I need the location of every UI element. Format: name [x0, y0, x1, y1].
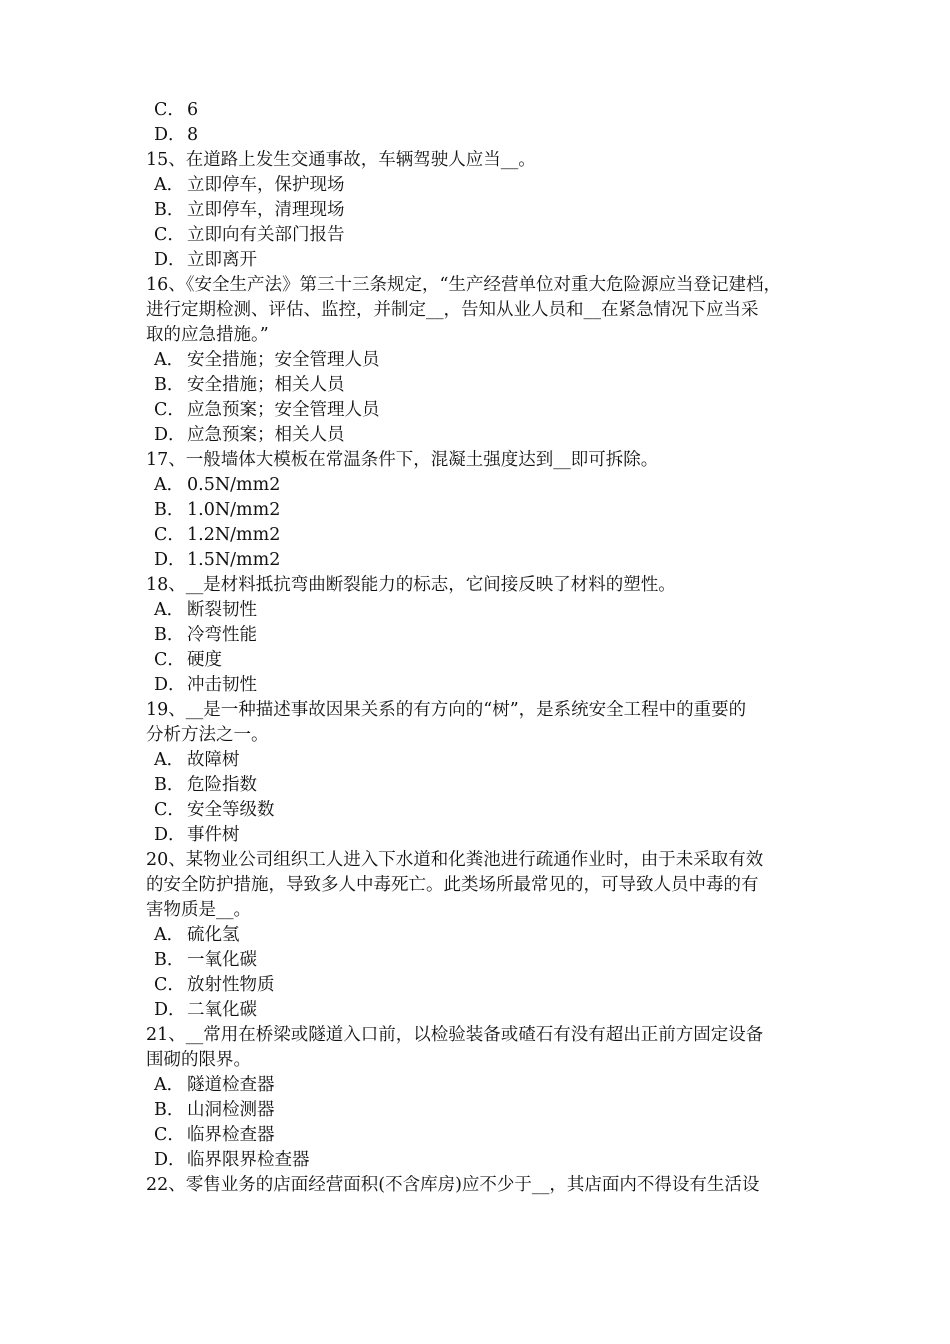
option-letter: C． [154, 650, 185, 670]
question-text: 围砌的限界。 [146, 1050, 251, 1070]
option-text: 一氧化碳 [187, 950, 257, 970]
option-text: 应急预案；相关人员 [187, 425, 345, 445]
option-text: 安全措施；相关人员 [187, 375, 345, 395]
option-text: 安全措施；安全管理人员 [187, 350, 380, 370]
option-text: 立即向有关部门报告 [187, 225, 345, 245]
option-letter: A． [154, 475, 185, 495]
option-text: 故障树 [187, 750, 240, 770]
option-text: 放射性物质 [187, 975, 275, 995]
answer-option [146, 198, 816, 223]
option-text: 山洞检测器 [187, 1100, 275, 1120]
option-letter: D． [154, 1150, 186, 1170]
option-text: 硬度 [187, 650, 222, 670]
option-text: 隧道检查器 [187, 1075, 275, 1095]
option-letter: A． [154, 175, 185, 195]
answer-option [146, 1098, 816, 1123]
option-text: 应急预案；安全管理人员 [187, 400, 380, 420]
answer-option [146, 823, 816, 848]
option-letter: D． [154, 675, 186, 695]
option-text: 安全等级数 [187, 800, 275, 820]
answer-option [146, 623, 816, 648]
option-text: 二氧化碳 [187, 1000, 257, 1020]
question-text: 16、《安全生产法》第三十三条规定，“生产经营单位对重大危险源应当登记建档， [146, 275, 781, 295]
question-text: 害物质是__。 [146, 900, 251, 920]
question-text: 分析方法之一。 [146, 725, 269, 745]
option-letter: A． [154, 600, 185, 620]
answer-option [146, 748, 816, 773]
option-text: 1.2N/mm2 [187, 525, 281, 545]
answer-option [146, 1148, 816, 1173]
question-text: 21、__常用在桥梁或隧道入口前，以检验装备或碴石有没有超出正前方固定设备 [146, 1025, 764, 1045]
answer-option [146, 98, 816, 123]
question-text: 19、__是一种描述事故因果关系的有方向的“树”，是系统安全工程中的重要的 [146, 700, 747, 720]
question-text: 20、某物业公司组织工人进入下水道和化粪池进行疏通作业时，由于未采取有效 [146, 850, 764, 870]
answer-option [146, 548, 816, 573]
answer-option [146, 223, 816, 248]
question-text: 15、在道路上发生交通事故，车辆驾驶人应当__。 [146, 150, 536, 170]
option-letter: C． [154, 800, 185, 820]
answer-option [146, 1123, 816, 1148]
answer-option [146, 673, 816, 698]
option-text: 1.5N/mm2 [187, 550, 281, 570]
option-letter: A． [154, 1075, 185, 1095]
option-text: 立即离开 [187, 250, 257, 270]
option-letter: C． [154, 975, 185, 995]
question-text: 22、零售业务的店面经营面积(不含库房)应不少于__，其店面内不得设有生活设 [146, 1175, 760, 1195]
option-text: 危险指数 [187, 775, 257, 795]
answer-option [146, 173, 816, 198]
option-letter: C． [154, 525, 185, 545]
option-letter: C． [154, 400, 185, 420]
question-text: 取的应急措施。” [146, 325, 269, 345]
option-text: 立即停车，保护现场 [187, 175, 345, 195]
option-text: 冲击韧性 [187, 675, 257, 695]
option-text: 立即停车，清理现场 [187, 200, 345, 220]
question-text: 的安全防护措施，导致多人中毒死亡。此类场所最常见的，可导致人员中毒的有 [146, 875, 759, 895]
option-letter: B． [154, 375, 185, 395]
option-letter: D． [154, 1000, 186, 1020]
answer-option [146, 123, 816, 148]
option-letter: D． [154, 425, 186, 445]
answer-option [146, 648, 816, 673]
option-letter: D． [154, 250, 186, 270]
option-letter: B． [154, 775, 185, 795]
option-letter: D． [154, 125, 186, 145]
answer-option [146, 473, 816, 498]
answer-option [146, 798, 816, 823]
option-text: 1.0N/mm2 [187, 500, 281, 520]
option-text: 事件树 [187, 825, 240, 845]
question-text: 17、一般墙体大模板在常温条件下，混凝土强度达到__即可拆除。 [146, 450, 659, 470]
answer-option [146, 973, 816, 998]
option-letter: B． [154, 200, 185, 220]
option-letter: A． [154, 750, 185, 770]
option-letter: A． [154, 350, 185, 370]
answer-option [146, 348, 816, 373]
exam-text [146, 98, 816, 1198]
option-text: 硫化氢 [187, 925, 240, 945]
question-text: 进行定期检测、评估、监控，并制定__，告知从业人员和__在紧急情况下应当采 [146, 300, 759, 320]
option-letter: A． [154, 925, 185, 945]
option-letter: C． [154, 225, 185, 245]
answer-option [146, 1073, 816, 1098]
option-text: 0.5N/mm2 [187, 475, 281, 495]
answer-option [146, 423, 816, 448]
answer-option [146, 948, 816, 973]
option-text: 8 [187, 125, 199, 145]
option-letter: B． [154, 625, 185, 645]
answer-option [146, 923, 816, 948]
option-text: 冷弯性能 [187, 625, 257, 645]
option-text: 临界限界检查器 [187, 1150, 310, 1170]
question-text: 18、__是材料抵抗弯曲断裂能力的标志，它间接反映了材料的塑性。 [146, 575, 676, 595]
answer-option [146, 998, 816, 1023]
option-letter: B． [154, 950, 185, 970]
option-letter: C． [154, 1125, 185, 1145]
option-letter: D． [154, 825, 186, 845]
option-letter: B． [154, 500, 185, 520]
option-letter: C． [154, 100, 185, 120]
answer-option [146, 373, 816, 398]
answer-option [146, 498, 816, 523]
answer-option [146, 523, 816, 548]
option-letter: D． [154, 550, 186, 570]
option-text: 6 [187, 100, 199, 120]
option-text: 断裂韧性 [187, 600, 257, 620]
answer-option [146, 248, 816, 273]
answer-option [146, 773, 816, 798]
answer-option [146, 598, 816, 623]
option-text: 临界检查器 [187, 1125, 275, 1145]
option-letter: B． [154, 1100, 185, 1120]
answer-option [146, 398, 816, 423]
